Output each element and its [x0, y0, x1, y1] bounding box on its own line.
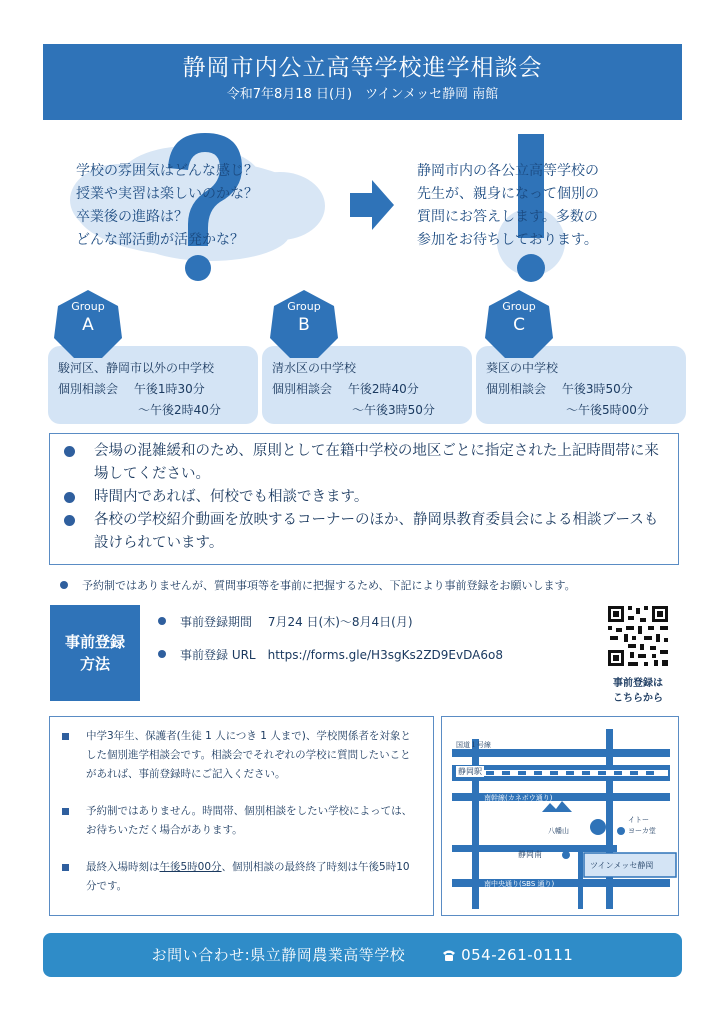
map-label-itoyokado-1: イトー [628, 816, 649, 824]
page-title: 静岡市内公立高等学校進学相談会 [182, 55, 543, 81]
arrow-right-icon [350, 180, 394, 230]
question-1: 学校の雰囲気はどんな感じ？ [76, 163, 258, 179]
group-c-tag: Group [502, 300, 536, 313]
group-c-time-start: 個別相談会 午後3時50分 [486, 382, 633, 396]
qr-caption-line-1: 事前登録は [613, 678, 663, 689]
group-c-area: 葵区の中学校 [486, 361, 559, 375]
group-c-time-end: ～午後5時00分 [566, 403, 649, 417]
group-a-letter: A [82, 315, 94, 335]
map-label-station: 静岡駅 [458, 767, 482, 776]
map-label-itoyokado-2: ヨーカ堂 [628, 827, 656, 835]
answer-line-1: 静岡市内の各公立高等学校の [417, 163, 599, 179]
answer-line-3: 質問にお答えします。多数の [417, 209, 598, 225]
group-a-area: 駿河区、静岡市以外の中学校 [58, 361, 215, 375]
question-4: どんな部活動が活発かな？ [76, 232, 244, 248]
group-c-badge [483, 300, 555, 336]
contact-label: お問い合わせ:県立静岡農業高等学校 [151, 946, 406, 964]
group-b-time-start: 個別相談会 午後2時40分 [272, 382, 419, 396]
info-box [49, 716, 434, 916]
qr-caption [596, 676, 680, 706]
bullet-item-1: 会場の混雑緩和のため、原則として在籍中学校の地区ごとに指定された上記時間帯に来場してください。 [60, 440, 666, 486]
registration-url[interactable]: 事前登録 URL https://forms.gle/H3sgKs2ZD9EvDA6o8 [158, 646, 503, 663]
group-b-area: 清水区の中学校 [272, 361, 357, 375]
registration-label [50, 605, 140, 701]
info-paragraph-2: 予約制ではありません。時間帯、個別相談をしたい学校によっては、お待ちいただく場合があります。 [60, 802, 419, 840]
question-2: 授業や実習は楽しいのかな？ [76, 186, 258, 202]
map-label-shizuoka-minami: 静岡南 [518, 850, 542, 859]
info-p3-pre: 最終入場時刻は [86, 861, 160, 873]
group-b-time-end: ～午後3時50分 [352, 403, 435, 417]
group-b-tag: Group [287, 300, 321, 313]
answer-line-2: 先生が、親身になって個別の [417, 186, 599, 202]
bullet-item-2: 時間内であれば、何校でも相談できます。 [60, 486, 666, 509]
map-label-road3: 南中央通り(SBS 通り) [484, 880, 555, 888]
info-paragraph-1: 中学3年生、保護者(生徒 1 人につき 1 人まで)、学校関係者を対象とした個別進学相談会です。相談会でそれぞれの学校に質問したいことがあれば、事前登録時にご記入ください。 [60, 727, 419, 784]
qr-code-icon[interactable] [606, 604, 670, 668]
map-label-route1: 国道１号線 [456, 741, 491, 749]
page-subtitle: 令和7年8月18 日(月) ツインメッセ静岡 南館 [226, 87, 499, 102]
info-p3-post: 、個別相談の最終終了時刻は午後5時10分です。 [86, 861, 410, 892]
group-a-time-start: 個別相談会 午後1時30分 [58, 382, 205, 396]
header-banner [43, 44, 682, 120]
answer-line-4: 参加をお待ちしております。 [417, 232, 598, 248]
answer-text [417, 160, 599, 252]
map-label-venue: ツインメッセ静岡 [590, 861, 654, 870]
group-a-tag: Group [71, 300, 105, 313]
map-label-yahatayama: 八幡山 [548, 827, 569, 835]
info-p3-underlined: 午後5時00分 [159, 861, 222, 873]
question-list [76, 160, 258, 252]
qr-caption-line-2: こちらから [613, 693, 663, 704]
map-label-road2: 南幹線(カネボウ通り) [484, 794, 553, 802]
group-b-badge [268, 300, 340, 336]
info-paragraph-3 [60, 858, 419, 896]
registration-label-line-1: 事前登録 [64, 633, 125, 651]
registration-label-line-2: 方法 [79, 655, 110, 673]
registration-note: 予約制ではありませんが、質問事項等を事前に把握するため、下記により事前登録をお願いします。 [60, 577, 576, 593]
group-a-badge [52, 300, 124, 336]
access-map [441, 716, 679, 916]
group-a-time-end: ～午後2時40分 [138, 403, 221, 417]
question-3: 卒業後の進路は？ [76, 209, 188, 225]
bullet-item-3: 各校の学校紹介動画を放映するコーナーのほか、静岡県教育委員会による相談ブースも設けられています。 [60, 509, 666, 555]
contact-footer [43, 933, 682, 977]
group-b-letter: B [298, 315, 310, 335]
group-c-letter: C [513, 315, 525, 335]
registration-period: 事前登録期間 7月24 日(木)～8月4日(月) [158, 613, 413, 630]
contact-phone[interactable]: 054-261-0111 [461, 946, 574, 964]
phone-icon [442, 949, 456, 961]
notice-bullet-box [49, 433, 679, 565]
